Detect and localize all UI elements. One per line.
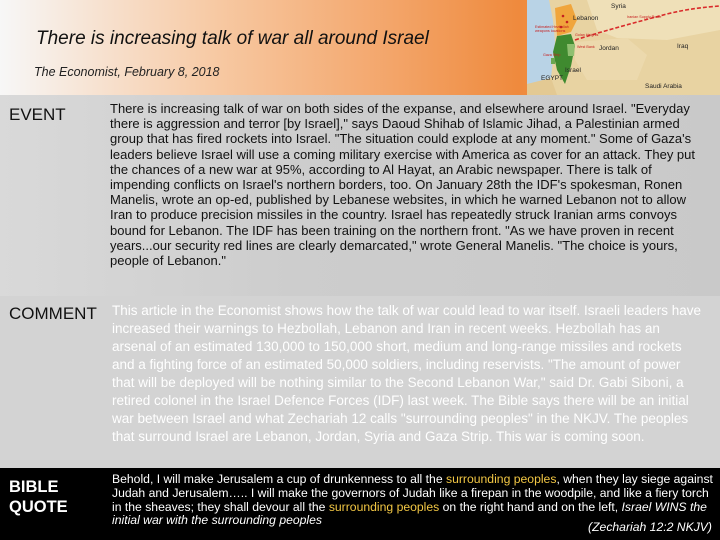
quote-highlight-2: surrounding peoples	[328, 499, 440, 514]
map-west-bank-region	[567, 44, 575, 56]
comment-heading: COMMENT	[9, 304, 97, 323]
map-legend-line-2: weapons locations	[535, 29, 566, 33]
bible-quote-section	[0, 468, 720, 540]
map-label-lebanon: Lebanon	[573, 15, 599, 22]
source-citation: The Economist, February 8, 2018	[34, 65, 220, 79]
middle-east-map	[527, 0, 720, 95]
map-legend-line-1: Estimated Hezbollah	[535, 25, 569, 29]
comment-section	[0, 296, 720, 468]
map-weapons-marker	[562, 15, 565, 18]
map-label-saudi-arabia: Saudi Arabia	[645, 83, 682, 90]
quote-part-3: on the right hand and on the left,	[439, 499, 622, 514]
map-label-golan: Golan Heights	[575, 33, 599, 37]
map-label-iraq: Iraq	[677, 43, 689, 50]
map-label-israel: Israel	[565, 67, 581, 74]
map-label-syria: Syria	[611, 3, 626, 10]
map-label-gaza: Gaza Strip	[543, 53, 561, 57]
map-label-jordan: Jordan	[599, 45, 619, 52]
map-label-supply-route: Iranian Supply Route	[627, 15, 662, 19]
event-text: There is increasing talk of war on both sides of the expanse, and elsewhere around Israel. "Everyday there is aggression and terror [by Israel]," says Daoud Shihab of Islamic Jihad, a Palestinian armed group that has fired rockets into Israel. "The situation could explode at any moment." Some of Gaza's leaders believe Israel will use a coming military exercise with America as cover for an attack. They put the chances of a new war at 95%, according to Al Hayat, an Arabic newspaper. There is talk of impending conflicts on Israel's northern borders, too. On January 28th the IDF's spokesman, Ronen Manelis, wrote an op-ed, published by Lebanese websites, in which he warned Lebanon not to allow Iran to produce precision missiles in the country. Israel has repeatedly struck Iranian arms convoys bound for Lebanon. The IDF has been training on the northern front. "As we have proven in recent years...our security red lines are clearly demarcated," wrote General Manelis. "The choice is yours, people of Lebanon."	[110, 101, 696, 269]
header-banner	[0, 0, 720, 95]
map-label-egypt: EGYPT	[541, 75, 564, 82]
map-weapons-marker	[566, 21, 569, 24]
quote-part-2: , when they lay siege against Judah and Jerusalem….. I will make the governors of Judah like a firepan in the woodpile, and like a fiery torch in the sheaves; they shall devour all the	[112, 472, 713, 514]
event-heading: EVENT	[9, 105, 66, 124]
map-sea	[527, 0, 555, 84]
event-section	[0, 95, 720, 296]
bible-quote-heading: BIBLE QUOTE	[9, 478, 68, 516]
bible-reference: (Zechariah 12:2 NKJV)	[588, 520, 712, 534]
quote-highlight-1: surrounding peoples	[445, 472, 557, 486]
slide-title: There is increasing talk of war all around Israel	[36, 28, 429, 49]
comment-text: This article in the Economist shows how the talk of war could lead to war itself. Israeli leaders have increased their warnings to Hezbollah, Lebanon and Iran in recent weeks. Hezbollah has an arsenal of an estimated 130,000 to 150,000 short, medium and long-range missiles and rockets and a fighting force of an estimated 50,000 soldiers, including reservists. "The amount of power that will be deployed will be nothing similar to the Second Lebanon War," said Dr. Gabi Siboni, a retired colonel in the Israel Defence Forces (IDF) last week. The Bible says there will be an initial war between Israel and what Zechariah 12 calls "surrounding peoples" in the NKJV. The peoples that surround Israel are Lebanon, Jordan, Syria and Gaza Strip. This war is coming soon.	[112, 303, 702, 444]
quote-part-1: Behold, I will make Jerusalem a cup of drunkenness to all the	[112, 472, 446, 486]
quote-italic-note: Israel WINS the initial war with the surrounding peoples	[112, 499, 707, 528]
map-gaza-region	[551, 58, 555, 64]
map-label-west-bank: West Bank	[577, 45, 595, 49]
